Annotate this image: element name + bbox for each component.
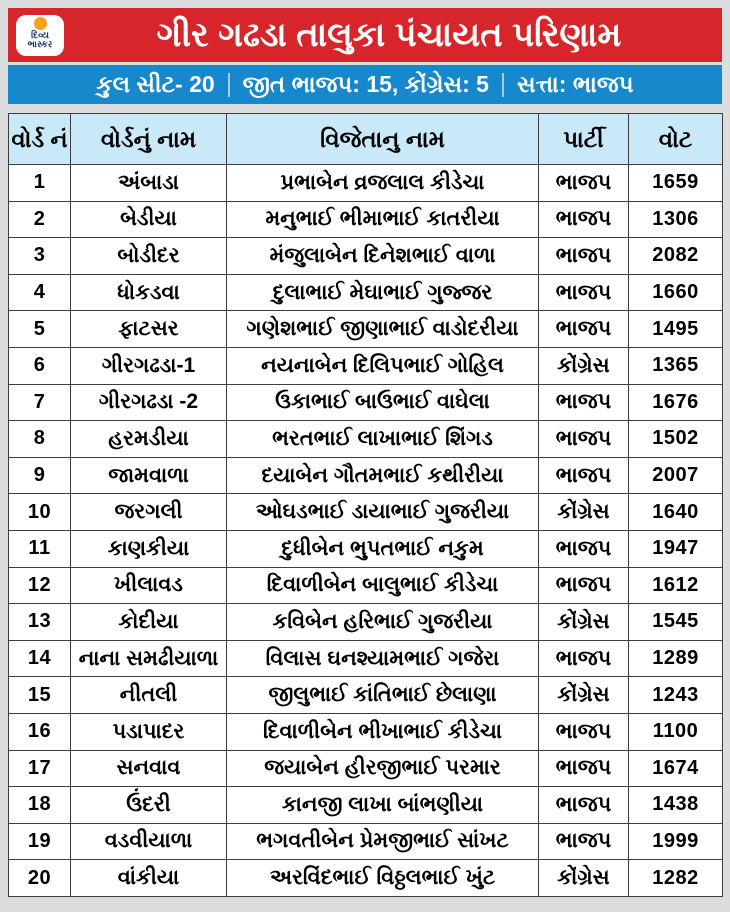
table-row [9,530,723,567]
ward-name-cell: વડવીયાળા [71,823,227,860]
ward-name-cell: જરગલી [71,494,227,531]
table-row [9,311,723,348]
votes-cell: 1674 [629,750,723,787]
table-row [9,274,723,311]
votes-cell: 1100 [629,713,723,750]
winner-name-cell: દિવાળીબેન ભીખાભાઈ કીડેચા [227,713,539,750]
votes-cell: 2082 [629,238,723,275]
ward-name-cell: કોદીયા [71,604,227,641]
votes-cell: 1282 [629,860,723,897]
news-graphic [8,0,722,897]
winner-name-cell: જીલુભાઈ કાંતિભાઈ છેલાણા [227,677,539,714]
party-cell: ભાજપ [539,201,629,238]
summary-divider [502,73,504,97]
ward-name-cell: ગીરગઢડા -2 [71,384,227,421]
votes-cell: 1495 [629,311,723,348]
ward-number-cell: 20 [9,860,71,897]
ward-name-cell: નીતલી [71,677,227,714]
party-cell: ભાજપ [539,823,629,860]
page-title: ગીર ગઢડા તાલુકા પંચાયત પરિણામ [156,16,622,54]
divya-bhaskar-logo [16,15,64,56]
ward-number-cell: 12 [9,567,71,604]
ward-name-cell: ખીલાવડ [71,567,227,604]
party-cell: કોંગ્રેસ [539,604,629,641]
table-row [9,604,723,641]
summary-party-wins: જીત ભાજપ: 15, કોંગ્રેસ: 5 [242,71,489,97]
ward-name-cell: કાણકીયા [71,530,227,567]
winner-name-cell: અરવિંદભાઈ વિઠ્ઠલભાઈ ખુંટ [227,860,539,897]
party-cell: ભાજપ [539,567,629,604]
results-table-header [9,114,723,165]
ward-name-cell: સનવાવ [71,750,227,787]
party-cell: ભાજપ [539,530,629,567]
ward-name-cell: હરમડીયા [71,421,227,458]
votes-cell: 1306 [629,201,723,238]
logo-text [28,31,53,50]
winner-name-cell: કાનજી લાખા બાંભણીયા [227,787,539,824]
table-row [9,787,723,824]
party-cell: ભાજપ [539,640,629,677]
ward-name-cell: ફાટસર [71,311,227,348]
party-cell: ભાજપ [539,750,629,787]
party-cell: ભાજપ [539,238,629,275]
ward-number-cell: 8 [9,421,71,458]
votes-cell: 1640 [629,494,723,531]
party-cell: ભાજપ [539,384,629,421]
ward-name-cell: ઉંદરી [71,787,227,824]
ward-number-cell: 6 [9,347,71,384]
winner-name-cell: દુધીબેન ભુપતભાઈ નકુમ [227,530,539,567]
party-cell: કોંગ્રેસ [539,860,629,897]
column-header-ward-name: વોર્ડનું નામ [71,114,227,165]
table-row [9,713,723,750]
summary-bar [8,65,722,104]
summary-total-seats: કુલ સીટ- 20 [96,71,215,97]
winner-name-cell: પ્રભાબેન વ્રજલાલ કીડેચા [227,165,539,202]
ward-name-cell: ધોકડવા [71,274,227,311]
winner-name-cell: દયાબેન ગૌતમભાઈ કથીરીયા [227,457,539,494]
ward-number-cell: 11 [9,530,71,567]
winner-name-cell: વિલાસ ઘનશ્યામભાઈ ગજેરા [227,640,539,677]
winner-name-cell: દિવાળીબેન બાલુભાઈ કીડેચા [227,567,539,604]
ward-name-cell: ગીરગઢડા-1 [71,347,227,384]
summary-ruling-party: સત્તા: ભાજપ [516,71,634,97]
table-row [9,640,723,677]
votes-cell: 1660 [629,274,723,311]
summary-divider [228,73,230,97]
winner-name-cell: ઉકાભાઈ બાઉભાઈ વાઘેલા [227,384,539,421]
winner-name-cell: ભગવતીબેન પ્રેમજીભાઈ સાંખટ [227,823,539,860]
winner-name-cell: જયાબેન હીરજીભાઈ પરમાર [227,750,539,787]
winner-name-cell: ભરતભાઈ લાખાભાઈ શિંગડ [227,421,539,458]
party-cell: કોંગ્રેસ [539,677,629,714]
votes-cell: 1545 [629,604,723,641]
votes-cell: 1438 [629,787,723,824]
ward-number-cell: 13 [9,604,71,641]
table-row [9,677,723,714]
logo-line-1: દિવ્ય [31,30,49,40]
table-row [9,457,723,494]
table-row [9,201,723,238]
ward-number-cell: 18 [9,787,71,824]
ward-number-cell: 1 [9,165,71,202]
votes-cell: 1659 [629,165,723,202]
ward-name-cell: બેડીયા [71,201,227,238]
ward-number-cell: 3 [9,238,71,275]
winner-name-cell: મંજુલાબેન દિનેશભાઈ વાળા [227,238,539,275]
party-cell: ભાજપ [539,274,629,311]
winner-name-cell: ગણેશભાઈ જીણાભાઈ વાડોદરીયા [227,311,539,348]
ward-number-cell: 15 [9,677,71,714]
party-cell: ભાજપ [539,457,629,494]
ward-name-cell: જામવાળા [71,457,227,494]
table-row [9,567,723,604]
table-row [9,347,723,384]
party-cell: ભાજપ [539,713,629,750]
results-table [8,113,723,897]
table-row [9,860,723,897]
votes-cell: 1502 [629,421,723,458]
votes-cell: 1999 [629,823,723,860]
votes-cell: 1612 [629,567,723,604]
header-row [9,114,723,165]
ward-name-cell: પડાપાદર [71,713,227,750]
ward-name-cell: બોડીદર [71,238,227,275]
column-header-party: પાર્ટી [539,114,629,165]
votes-cell: 1243 [629,677,723,714]
table-row [9,238,723,275]
winner-name-cell: ઓઘડભાઈ ડાયાભાઈ ગુજરીયા [227,494,539,531]
party-cell: કોંગ્રેસ [539,347,629,384]
party-cell: ભાજપ [539,165,629,202]
ward-number-cell: 14 [9,640,71,677]
ward-name-cell: નાના સમઢીયાળા [71,640,227,677]
ward-name-cell: વાંકીયા [71,860,227,897]
table-row [9,823,723,860]
ward-number-cell: 5 [9,311,71,348]
header-bar [8,8,722,62]
votes-cell: 1676 [629,384,723,421]
party-cell: ભાજપ [539,311,629,348]
column-header-ward-number: વોર્ડ નં [9,114,71,165]
ward-number-cell: 19 [9,823,71,860]
ward-number-cell: 2 [9,201,71,238]
ward-number-cell: 17 [9,750,71,787]
winner-name-cell: નયનાબેન દિલિપભાઈ ગોહિલ [227,347,539,384]
logo-line-2: ભાસ્કર [27,39,53,50]
ward-number-cell: 7 [9,384,71,421]
votes-cell: 1289 [629,640,723,677]
votes-cell: 2007 [629,457,723,494]
winner-name-cell: દુલાભાઈ મેઘાભાઈ ગુજ્જર [227,274,539,311]
results-table-body [9,165,723,897]
ward-number-cell: 9 [9,457,71,494]
party-cell: કોંગ્રેસ [539,494,629,531]
winner-name-cell: મનુભાઈ ભીમાભાઈ કાતરીયા [227,201,539,238]
ward-name-cell: અંબાડા [71,165,227,202]
party-cell: ભાજપ [539,787,629,824]
column-header-votes: વોટ [629,114,723,165]
ward-number-cell: 10 [9,494,71,531]
votes-cell: 1365 [629,347,723,384]
votes-cell: 1947 [629,530,723,567]
table-row [9,165,723,202]
ward-number-cell: 16 [9,713,71,750]
table-row [9,384,723,421]
table-row [9,494,723,531]
ward-number-cell: 4 [9,274,71,311]
party-cell: ભાજપ [539,421,629,458]
table-row [9,750,723,787]
winner-name-cell: કવિબેન હરિભાઈ ગુજરીયા [227,604,539,641]
table-row [9,421,723,458]
column-header-winner-name: વિજેતાનુ નામ [227,114,539,165]
logo-sun-icon [34,17,47,30]
